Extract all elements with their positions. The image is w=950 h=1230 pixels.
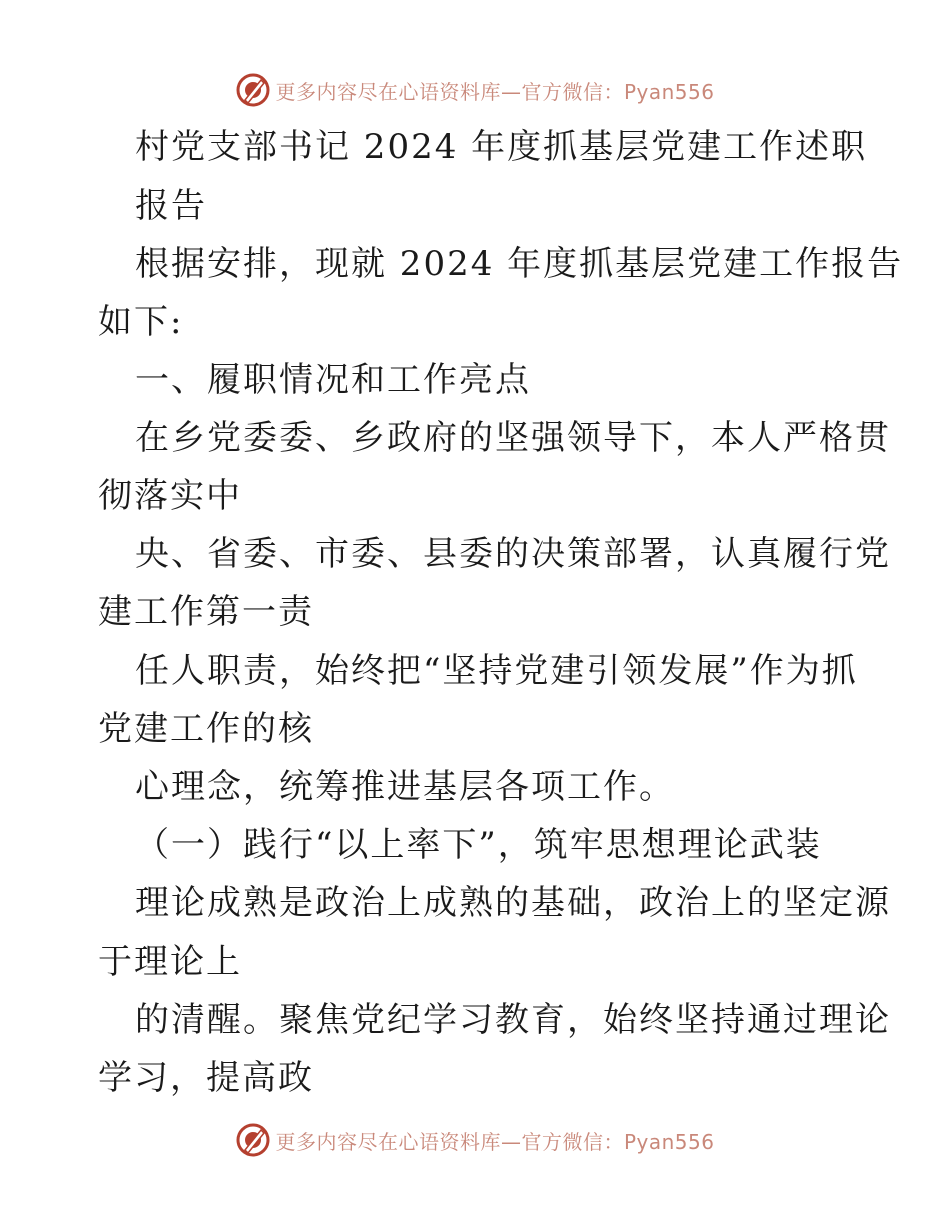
title-line-1: 村党支部书记 2024 年度抓基层党建工作述职 [135, 127, 868, 167]
watermark-text: 更多内容尽在心语资料库—官方微信：Pyan556 [275, 79, 715, 104]
paragraph-line: 如下: [98, 302, 184, 342]
watermark-banner-top [0, 70, 950, 110]
paragraph-line: 彻落实中 [98, 476, 242, 516]
paragraph-line: 理论成熟是政治上成熟的基础，政治上的坚定源 [135, 883, 891, 923]
paragraph-line: 的清醒。聚焦党纪学习教育，始终坚持通过理论 [135, 1000, 891, 1040]
paragraph-line: 于理论上 [98, 942, 242, 982]
watermark-text: 更多内容尽在心语资料库—官方微信：Pyan556 [275, 1129, 715, 1154]
paragraph-line: 在乡党委委、乡政府的坚强领导下，本人严格贯 [135, 418, 891, 458]
pen-logo-icon [235, 1122, 271, 1158]
paragraph-line: 根据安排，现就 2024 年度抓基层党建工作报告 [135, 244, 904, 284]
watermark-banner-bottom [0, 1120, 950, 1160]
section-heading: 一、履职情况和工作亮点 [135, 360, 531, 400]
paragraph-line: 党建工作的核 [98, 709, 314, 749]
title-line-2: 报告 [135, 186, 207, 226]
paragraph-line: 任人职责，始终把“坚持党建引领发展”作为抓 [135, 651, 858, 691]
pen-logo-icon [235, 72, 271, 108]
subsection-heading: （一）践行“以上率下”，筑牢思想理论武装 [135, 825, 822, 865]
paragraph-line: 央、省委、市委、县委的决策部署，认真履行党 [135, 534, 891, 574]
paragraph-line: 学习，提高政 [98, 1058, 314, 1098]
paragraph-line: 心理念，统筹推进基层各项工作。 [135, 767, 675, 807]
paragraph-line: 建工作第一责 [98, 592, 314, 632]
